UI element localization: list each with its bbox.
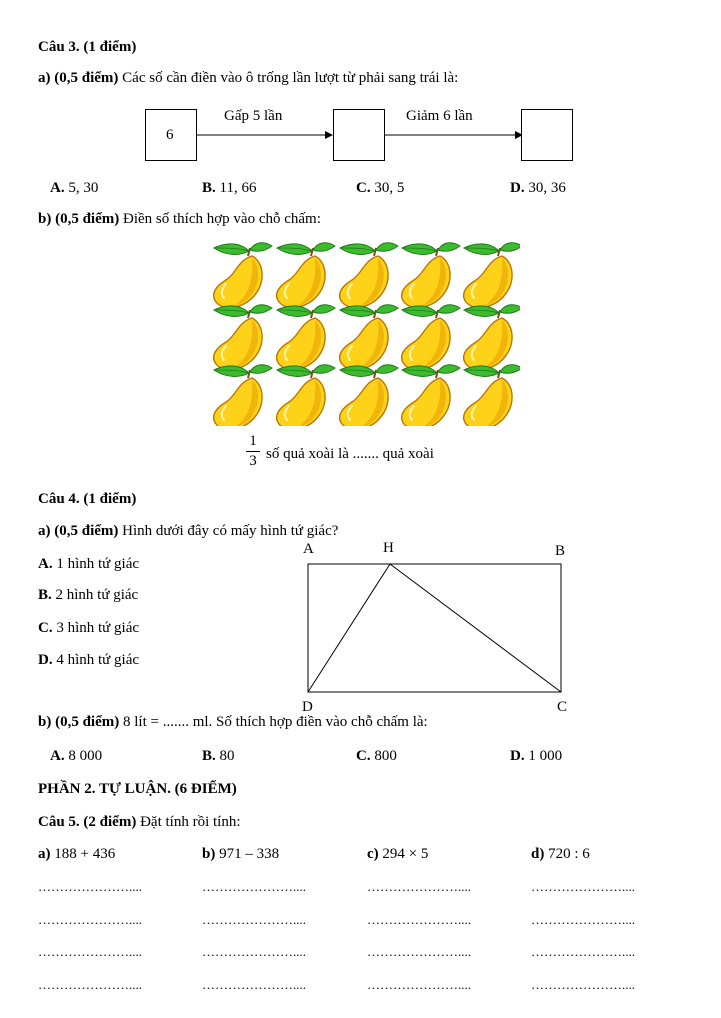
step2-label: Giảm 6 lần: [406, 108, 473, 124]
q4b-question: b) (0,5 điểm) 8 lít = ....... ml. Số thích hợp điền vào chỗ chấm là:: [38, 714, 428, 730]
q4b-option-d[interactable]: D. 1 000: [510, 748, 563, 764]
part2-title: PHẦN 2. TỰ LUẬN. (6 ĐIỂM): [38, 781, 237, 797]
q4b-option-b[interactable]: B. 80: [202, 748, 235, 764]
answer-line[interactable]: …………………....: [367, 977, 471, 992]
point-b-label: B: [555, 543, 566, 559]
step1-label: Gấp 5 lần: [224, 108, 283, 124]
rectangle-figure: [300, 540, 580, 720]
q4-title: Câu 4. (1 điểm): [38, 491, 137, 507]
point-h-label: H: [383, 540, 394, 556]
answer-line[interactable]: …………………....: [202, 912, 306, 927]
answer-line[interactable]: …………………....: [531, 912, 635, 927]
answer-line[interactable]: …………………....: [38, 912, 142, 927]
answer-line[interactable]: …………………....: [367, 879, 471, 894]
q4b-option-a[interactable]: A. 8 000: [50, 748, 103, 764]
frac-numerator: 1: [249, 433, 257, 449]
answer-box-1[interactable]: [333, 109, 385, 161]
answer-line[interactable]: …………………....: [202, 944, 306, 959]
q3a-option-a[interactable]: A. 5, 30: [50, 180, 99, 196]
q5-question: Câu 5. (2 điểm) Đặt tính rồi tính:: [38, 814, 241, 830]
answer-line[interactable]: …………………....: [531, 977, 635, 992]
q5-item-d: d) 720 : 6: [531, 846, 590, 862]
fraction-one-third: [246, 433, 260, 470]
q3a-question: a) (0,5 điểm) Các số cần điền vào ô trống lần lượt từ phải sang trái là:: [38, 70, 459, 86]
answer-line[interactable]: …………………....: [38, 944, 142, 959]
q5-item-a: a) 188 + 436: [38, 846, 116, 862]
q5-item-b: b) 971 – 338: [202, 846, 280, 862]
mango-grid: [200, 236, 520, 426]
answer-line[interactable]: …………………....: [531, 944, 635, 959]
answer-line[interactable]: …………………....: [202, 879, 306, 894]
answer-line[interactable]: …………………....: [367, 944, 471, 959]
q3a-option-c[interactable]: C. 30, 5: [356, 180, 405, 196]
q4a-option-c[interactable]: C. 3 hình tứ giác: [38, 620, 140, 636]
answer-line[interactable]: …………………....: [202, 977, 306, 992]
answer-box-2[interactable]: [521, 109, 573, 161]
arrow-2: [384, 128, 526, 142]
point-a-label: A: [303, 541, 314, 557]
q4a-option-b[interactable]: B. 2 hình tứ giác: [38, 587, 139, 603]
q3b-question: b) (0,5 điểm) Điền số thích hợp vào chỗ chấm:: [38, 211, 321, 227]
answer-line[interactable]: …………………....: [38, 879, 142, 894]
answer-line[interactable]: …………………....: [531, 879, 635, 894]
q3-title: Câu 3. (1 điểm): [38, 39, 137, 55]
q4a-question: a) (0,5 điểm) Hình dưới đây có mấy hình tứ giác?: [38, 523, 339, 539]
q3a-option-d[interactable]: D. 30, 36: [510, 180, 566, 196]
q5-item-c: c) 294 × 5: [367, 846, 429, 862]
q4b-option-c[interactable]: C. 800: [356, 748, 397, 764]
q4a-option-a[interactable]: A. 1 hình tứ giác: [38, 556, 140, 572]
answer-line[interactable]: …………………....: [38, 977, 142, 992]
start-box: 6: [145, 109, 197, 161]
answer-line[interactable]: …………………....: [367, 912, 471, 927]
arrow-1: [196, 128, 336, 142]
point-c-label: C: [557, 699, 568, 715]
q3a-option-b[interactable]: B. 11, 66: [202, 180, 257, 196]
fraction-sentence: số quả xoài là ....... quả xoài: [266, 446, 434, 462]
point-d-label: D: [302, 699, 313, 715]
q4a-option-d[interactable]: D. 4 hình tứ giác: [38, 652, 140, 668]
frac-denominator: 3: [249, 453, 257, 469]
